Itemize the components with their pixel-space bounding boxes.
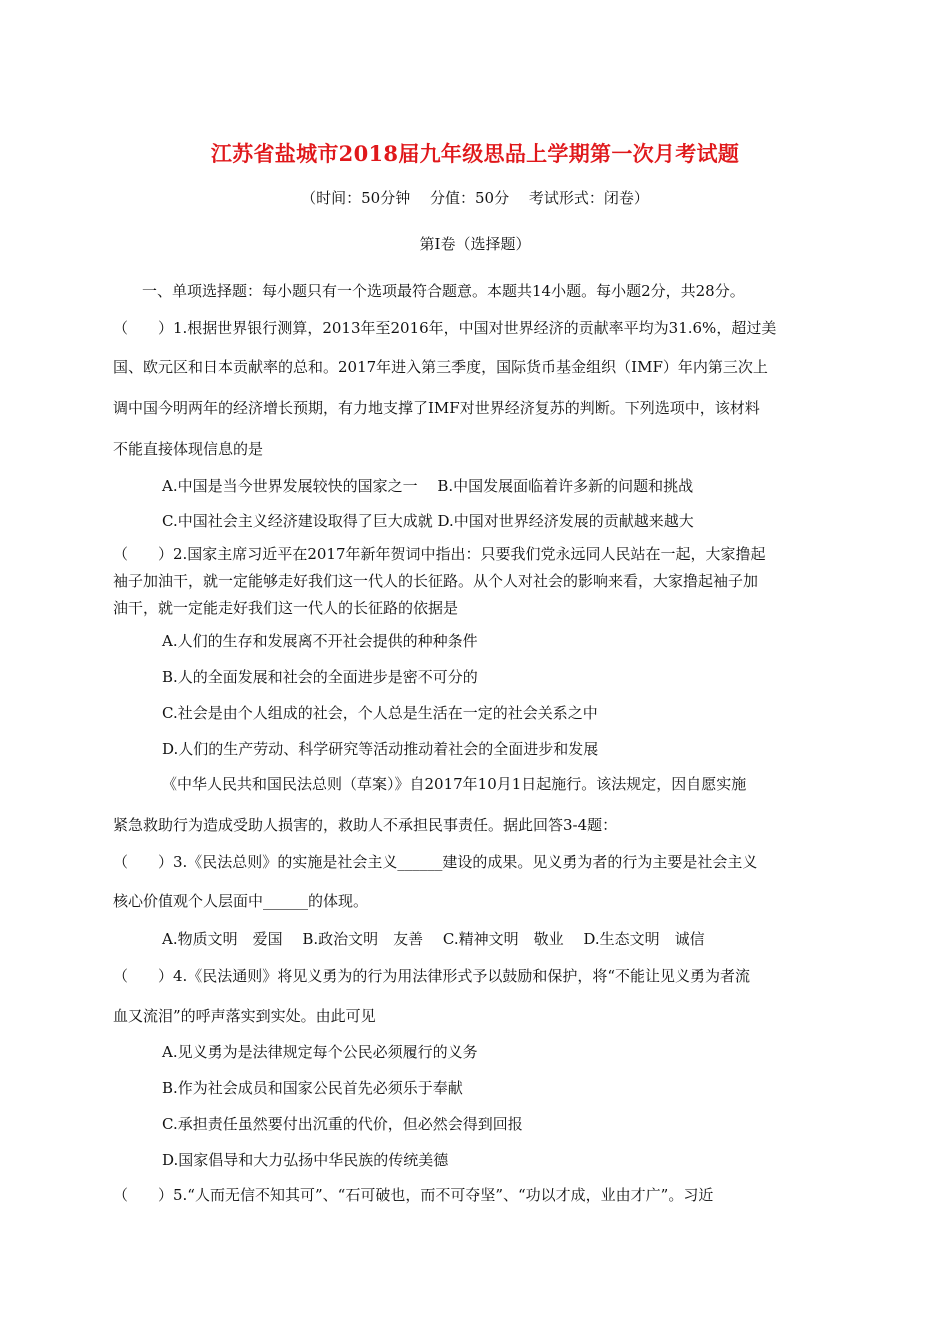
question-2-line-2: 袖子加油干，就一定能够走好我们这一代人的长征路。从个人对社会的影响来看，大家撸起袖子加 (113, 572, 759, 590)
material-line-2: 紧急救助行为造成受助人损害的，救助人不承担民事责任。据此回答3-4题： (113, 816, 618, 834)
exam-info: （时间：50分钟 分值：50分 考试形式：闭卷） (301, 189, 649, 207)
section-heading: 第Ⅰ卷（选择题） (419, 235, 531, 253)
question-5-line-1: （ ）5.“人而无信不知其可”、“石可破也，而不可夺坚”、“功以才成，业由才广”。习近 (113, 1186, 714, 1204)
question-4-option-c: C.承担责任虽然要付出沉重的代价，但必然会得到回报 (162, 1115, 523, 1133)
question-4-option-a: A.见义勇为是法律规定每个公民必须履行的义务 (162, 1043, 478, 1061)
question-3-line-2: 核心价值观个人层面中______的体现。 (113, 892, 369, 910)
question-3-options: A.物质文明 爱国 B.政治文明 友善 C.精神文明 敬业 D.生态文明 诚信 (162, 930, 705, 948)
question-2-line-3: 油干，就一定能走好我们这一代人的长征路的依据是 (113, 599, 459, 617)
question-2-option-c: C.社会是由个人组成的社会，个人总是生活在一定的社会关系之中 (162, 704, 598, 722)
question-1-line-1: （ ）1.根据世界银行测算，2013年至2016年，中国对世界经济的贡献率平均为31.6%，超过美 (113, 319, 777, 337)
question-2-option-a: A.人们的生存和发展离不开社会提供的种种条件 (162, 632, 478, 650)
question-2-line-1: （ ）2.国家主席习近平在2017年新年贺词中指出：只要我们党永远同人民站在一起，大家撸起 (113, 545, 766, 563)
question-2-option-b: B.人的全面发展和社会的全面进步是密不可分的 (162, 668, 478, 686)
question-1-line-3: 调中国今明两年的经济增长预期，有力地支撑了IMF对世界经济复苏的判断。下列选项中，该材料 (113, 399, 760, 417)
question-4-option-b: B.作为社会成员和国家公民首先必须乐于奉献 (162, 1079, 463, 1097)
question-1-options-cd: C.中国社会主义经济建设取得了巨大成就 D.中国对世界经济发展的贡献越来越大 (162, 512, 694, 530)
question-1-line-4: 不能直接体现信息的是 (113, 440, 264, 458)
question-2-option-d: D.人们的生产劳动、科学研究等活动推动着社会的全面进步和发展 (162, 740, 599, 758)
material-line-1: 《中华人民共和国民法总则（草案）》自2017年10月1日起施行。该法规定，因自愿实施 (162, 775, 747, 793)
question-4-line-2: 血又流泪”的呼声落实到实处。由此可见 (113, 1007, 376, 1025)
question-1-options-ab: A.中国是当今世界发展较快的国家之一 B.中国发展面临着许多新的问题和挑战 (162, 477, 694, 495)
instructions: 一、单项选择题：每小题只有一个选项最符合题意。本题共14小题。每小题2分，共28分。 (142, 282, 745, 300)
question-4-line-1: （ ）4.《民法通则》将见义勇为的行为用法律形式予以鼓励和保护，将“不能让见义勇为者流 (113, 967, 750, 985)
question-1-line-2: 国、欧元区和日本贡献率的总和。2017年进入第三季度，国际货币基金组织（IMF）年内第三次上 (113, 358, 768, 376)
question-4-option-d: D.国家倡导和大力弘扬中华民族的传统美德 (162, 1151, 449, 1169)
exam-title: 江苏省盐城市2018届九年级思品上学期第一次月考试题 (210, 141, 740, 166)
question-3-line-1: （ ）3.《民法总则》的实施是社会主义______建设的成果。见义勇为者的行为主要是社会主义 (113, 853, 758, 871)
